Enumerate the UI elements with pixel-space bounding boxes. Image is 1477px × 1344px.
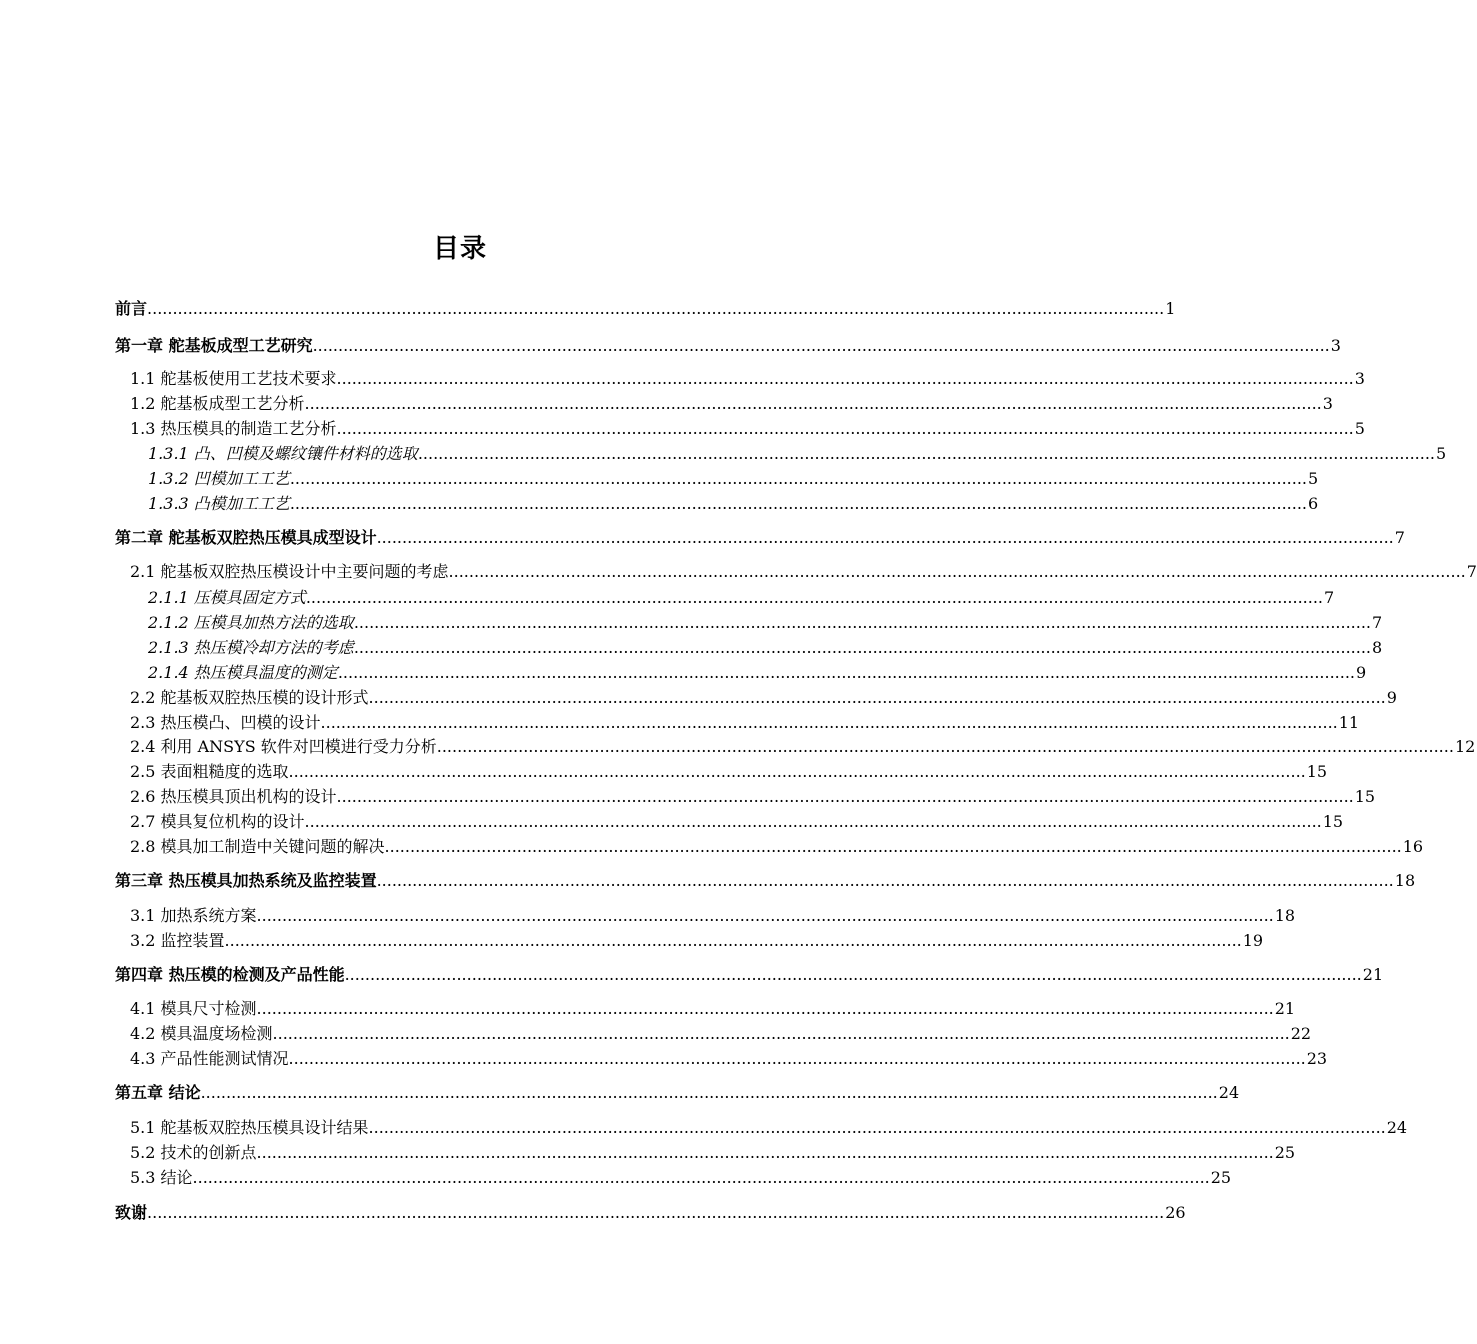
toc-entry[interactable] (130, 904, 1296, 928)
toc-page-number: 24 (1218, 1083, 1240, 1102)
toc-entry[interactable] (148, 661, 1367, 685)
toc-entry[interactable] (130, 1141, 1296, 1165)
toc-leader-dots: ........................................................................................................................................................................................................ (368, 1118, 1386, 1137)
toc-entry-label: 第二章 舵基板双腔热压模具成型设计 (115, 528, 377, 547)
toc-entry-label: 2.5 表面粗糙度的选取 (130, 762, 289, 781)
toc-page-number: 22 (1290, 1024, 1312, 1043)
toc-entry-label: 第四章 热压模的检测及产品性能 (115, 965, 345, 984)
toc-leader-dots: ........................................................................................................................................................................................................ (288, 762, 1306, 781)
toc-entry[interactable] (148, 611, 1383, 635)
toc-leader-dots: ........................................................................................................................................................................................................ (336, 369, 1354, 388)
toc-entry[interactable] (115, 869, 1416, 893)
toc-entry-label: 第五章 结论 (115, 1083, 201, 1102)
toc-entry-label: 2.7 模具复位机构的设计 (130, 812, 305, 831)
toc-entry[interactable] (130, 997, 1296, 1021)
toc-entry[interactable] (130, 1047, 1328, 1071)
toc-leader-dots: ........................................................................................................................................................................................................ (336, 787, 1354, 806)
toc-entry[interactable] (148, 586, 1335, 610)
toc-page-number: 15 (1354, 787, 1376, 806)
toc-entry-label: 第三章 热压模具加热系统及监控装置 (115, 871, 377, 890)
toc-page-number: 3 (1330, 336, 1341, 355)
toc-leader-dots: ........................................................................................................................................................................................................ (336, 419, 1354, 438)
toc-page-number: 7 (1324, 588, 1335, 607)
toc-page-number: 5 (1308, 469, 1319, 488)
toc-entry[interactable] (130, 417, 1365, 441)
toc-entry-label: 4.1 模具尺寸检测 (130, 999, 257, 1018)
toc-leader-dots: ........................................................................................................................................................................................................ (147, 1203, 1165, 1222)
toc-entry-label: 2.1.2 压模具加热方法的选取 (148, 613, 354, 632)
toc-leader-dots: ........................................................................................................................................................................................................ (353, 613, 1371, 632)
toc-page-number: 5 (1436, 444, 1447, 463)
toc-entry-label: 2.1 舵基板双腔热压模设计中主要问题的考虑 (130, 562, 449, 581)
toc-entry-label: 致谢 (115, 1203, 148, 1222)
toc-leader-dots: ........................................................................................................................................................................................................ (288, 1049, 1306, 1068)
toc-entry[interactable] (130, 760, 1328, 784)
toc-page-number: 19 (1242, 931, 1264, 950)
toc-entry[interactable] (130, 560, 1477, 584)
toc-page-number: 9 (1356, 663, 1367, 682)
toc-entry[interactable] (148, 467, 1319, 491)
toc-entry[interactable] (130, 1022, 1312, 1046)
toc-entry[interactable] (115, 963, 1384, 987)
toc-entry[interactable] (130, 835, 1424, 859)
toc-leader-dots: ........................................................................................................................................................................................................ (147, 299, 1165, 318)
toc-leader-dots: ........................................................................................................................................................................................................ (304, 394, 1322, 413)
toc-entry[interactable] (115, 526, 1405, 550)
toc-leader-dots: ........................................................................................................................................................................................................ (417, 444, 1435, 463)
toc-page-number: 12 (1454, 737, 1476, 756)
toc-entry[interactable] (115, 297, 1176, 321)
toc-entry-label: 1.1 舵基板使用工艺技术要求 (130, 369, 337, 388)
toc-page-number: 9 (1386, 688, 1397, 707)
toc-page-number: 18 (1274, 906, 1296, 925)
toc-page-number: 11 (1338, 713, 1360, 732)
toc-leader-dots: ........................................................................................................................................................................................................ (272, 1024, 1290, 1043)
toc-entry-label: 2.1.3 热压模冷却方法的考虑 (148, 638, 354, 657)
toc-entry[interactable] (148, 442, 1447, 466)
toc-page-number: 25 (1274, 1143, 1296, 1162)
toc-page-number: 25 (1210, 1168, 1232, 1187)
toc-entry[interactable] (130, 686, 1397, 710)
toc-leader-dots: ........................................................................................................................................................................................................ (304, 812, 1322, 831)
toc-page-number: 16 (1402, 837, 1424, 856)
toc-page-number: 21 (1362, 965, 1384, 984)
toc-page-number: 26 (1165, 1203, 1186, 1222)
toc-entry-label: 3.2 监控装置 (130, 931, 225, 950)
toc-leader-dots: ........................................................................................................................................................................................................ (337, 663, 1355, 682)
toc-entry-label: 2.6 热压模具顶出机构的设计 (130, 787, 337, 806)
toc-entry[interactable] (115, 1081, 1240, 1105)
toc-page-number: 5 (1354, 419, 1365, 438)
toc-leader-dots: ........................................................................................................................................................................................................ (436, 737, 1454, 756)
toc-page-number: 6 (1308, 494, 1319, 513)
toc-entry[interactable] (115, 334, 1341, 358)
toc-entry-label: 2.8 模具加工制造中关键问题的解决 (130, 837, 385, 856)
toc-entry[interactable] (130, 929, 1264, 953)
toc-page-number: 23 (1306, 1049, 1328, 1068)
toc-leader-dots: ........................................................................................................................................................................................................ (289, 494, 1307, 513)
toc-entry[interactable] (130, 785, 1376, 809)
toc-leader-dots: ........................................................................................................................................................................................................ (376, 528, 1394, 547)
toc-entry[interactable] (130, 367, 1365, 391)
toc-entry-label: 2.2 舵基板双腔热压模的设计形式 (130, 688, 369, 707)
toc-leader-dots: ........................................................................................................................................................................................................ (344, 965, 1362, 984)
toc-leader-dots: ........................................................................................................................................................................................................ (368, 688, 1386, 707)
toc-entry[interactable] (130, 810, 1344, 834)
toc-leader-dots: ........................................................................................................................................................................................................ (384, 837, 1402, 856)
toc-leader-dots: ........................................................................................................................................................................................................ (305, 588, 1323, 607)
toc-entry-label: 5.3 结论 (130, 1168, 193, 1187)
toc-leader-dots: ........................................................................................................................................................................................................ (256, 906, 1274, 925)
toc-entry-label: 2.1.1 压模具固定方式 (148, 588, 306, 607)
toc-entry-label: 第一章 舵基板成型工艺研究 (115, 336, 313, 355)
toc-entry[interactable] (148, 492, 1319, 516)
toc-entry[interactable] (130, 735, 1476, 759)
toc-entry-label: 2.3 热压模凸、凹模的设计 (130, 713, 321, 732)
toc-leader-dots: ........................................................................................................................................................................................................ (376, 871, 1394, 890)
toc-entry-label: 3.1 加热系统方案 (130, 906, 257, 925)
toc-page-number: 24 (1386, 1118, 1408, 1137)
toc-entry[interactable] (130, 711, 1360, 735)
toc-page-number: 8 (1372, 638, 1383, 657)
toc-leader-dots: ........................................................................................................................................................................................................ (224, 931, 1242, 950)
toc-page-number: 18 (1394, 871, 1416, 890)
toc-page-number: 7 (1372, 613, 1383, 632)
toc-entry[interactable] (130, 1116, 1408, 1140)
toc-page-number: 1 (1165, 299, 1176, 318)
toc-page-number: 15 (1306, 762, 1328, 781)
toc-leader-dots: ........................................................................................................................................................................................................ (256, 999, 1274, 1018)
toc-page-number: 7 (1466, 562, 1477, 581)
toc-leader-dots: ........................................................................................................................................................................................................ (312, 336, 1330, 355)
toc-entry-label: 5.1 舵基板双腔热压模具设计结果 (130, 1118, 369, 1137)
toc-entry[interactable] (130, 1166, 1232, 1190)
toc-leader-dots: ........................................................................................................................................................................................................ (192, 1168, 1210, 1187)
toc-leader-dots: ........................................................................................................................................................................................................ (448, 562, 1466, 581)
toc-entry-label: 1.3 热压模具的制造工艺分析 (130, 419, 337, 438)
toc-title: 目录 (432, 234, 487, 264)
toc-entry-label: 1.3.3 凸模加工工艺 (148, 494, 290, 513)
toc-leader-dots: ........................................................................................................................................................................................................ (289, 469, 1307, 488)
toc-entry-label: 2.1.4 热压模具温度的测定 (148, 663, 338, 682)
toc-page-number: 3 (1322, 394, 1333, 413)
toc-entry[interactable] (115, 1201, 1186, 1225)
toc-entry-label: 1.3.2 凹模加工工艺 (148, 469, 290, 488)
toc-entry[interactable] (148, 636, 1383, 660)
toc-entry-label: 前言 (115, 299, 148, 318)
toc-leader-dots: ........................................................................................................................................................................................................ (320, 713, 1338, 732)
toc-leader-dots: ........................................................................................................................................................................................................ (256, 1143, 1274, 1162)
toc-leader-dots: ........................................................................................................................................................................................................ (353, 638, 1371, 657)
toc-entry-label: 1.3.1 凸、凹模及螺纹镶件材料的选取 (148, 444, 418, 463)
toc-page-number: 15 (1322, 812, 1344, 831)
toc-page-number: 3 (1354, 369, 1365, 388)
toc-entry[interactable] (130, 392, 1333, 416)
toc-entry-label: 4.3 产品性能测试情况 (130, 1049, 289, 1068)
toc-entry-label: 5.2 技术的创新点 (130, 1143, 257, 1162)
toc-entry-label: 4.2 模具温度场检测 (130, 1024, 273, 1043)
toc-leader-dots: ........................................................................................................................................................................................................ (200, 1083, 1218, 1102)
toc-page-number: 21 (1274, 999, 1296, 1018)
toc-page-number: 7 (1394, 528, 1405, 547)
toc-entry-label: 2.4 利用 ANSYS 软件对凹模进行受力分析 (130, 737, 437, 756)
toc-entry-label: 1.2 舵基板成型工艺分析 (130, 394, 305, 413)
